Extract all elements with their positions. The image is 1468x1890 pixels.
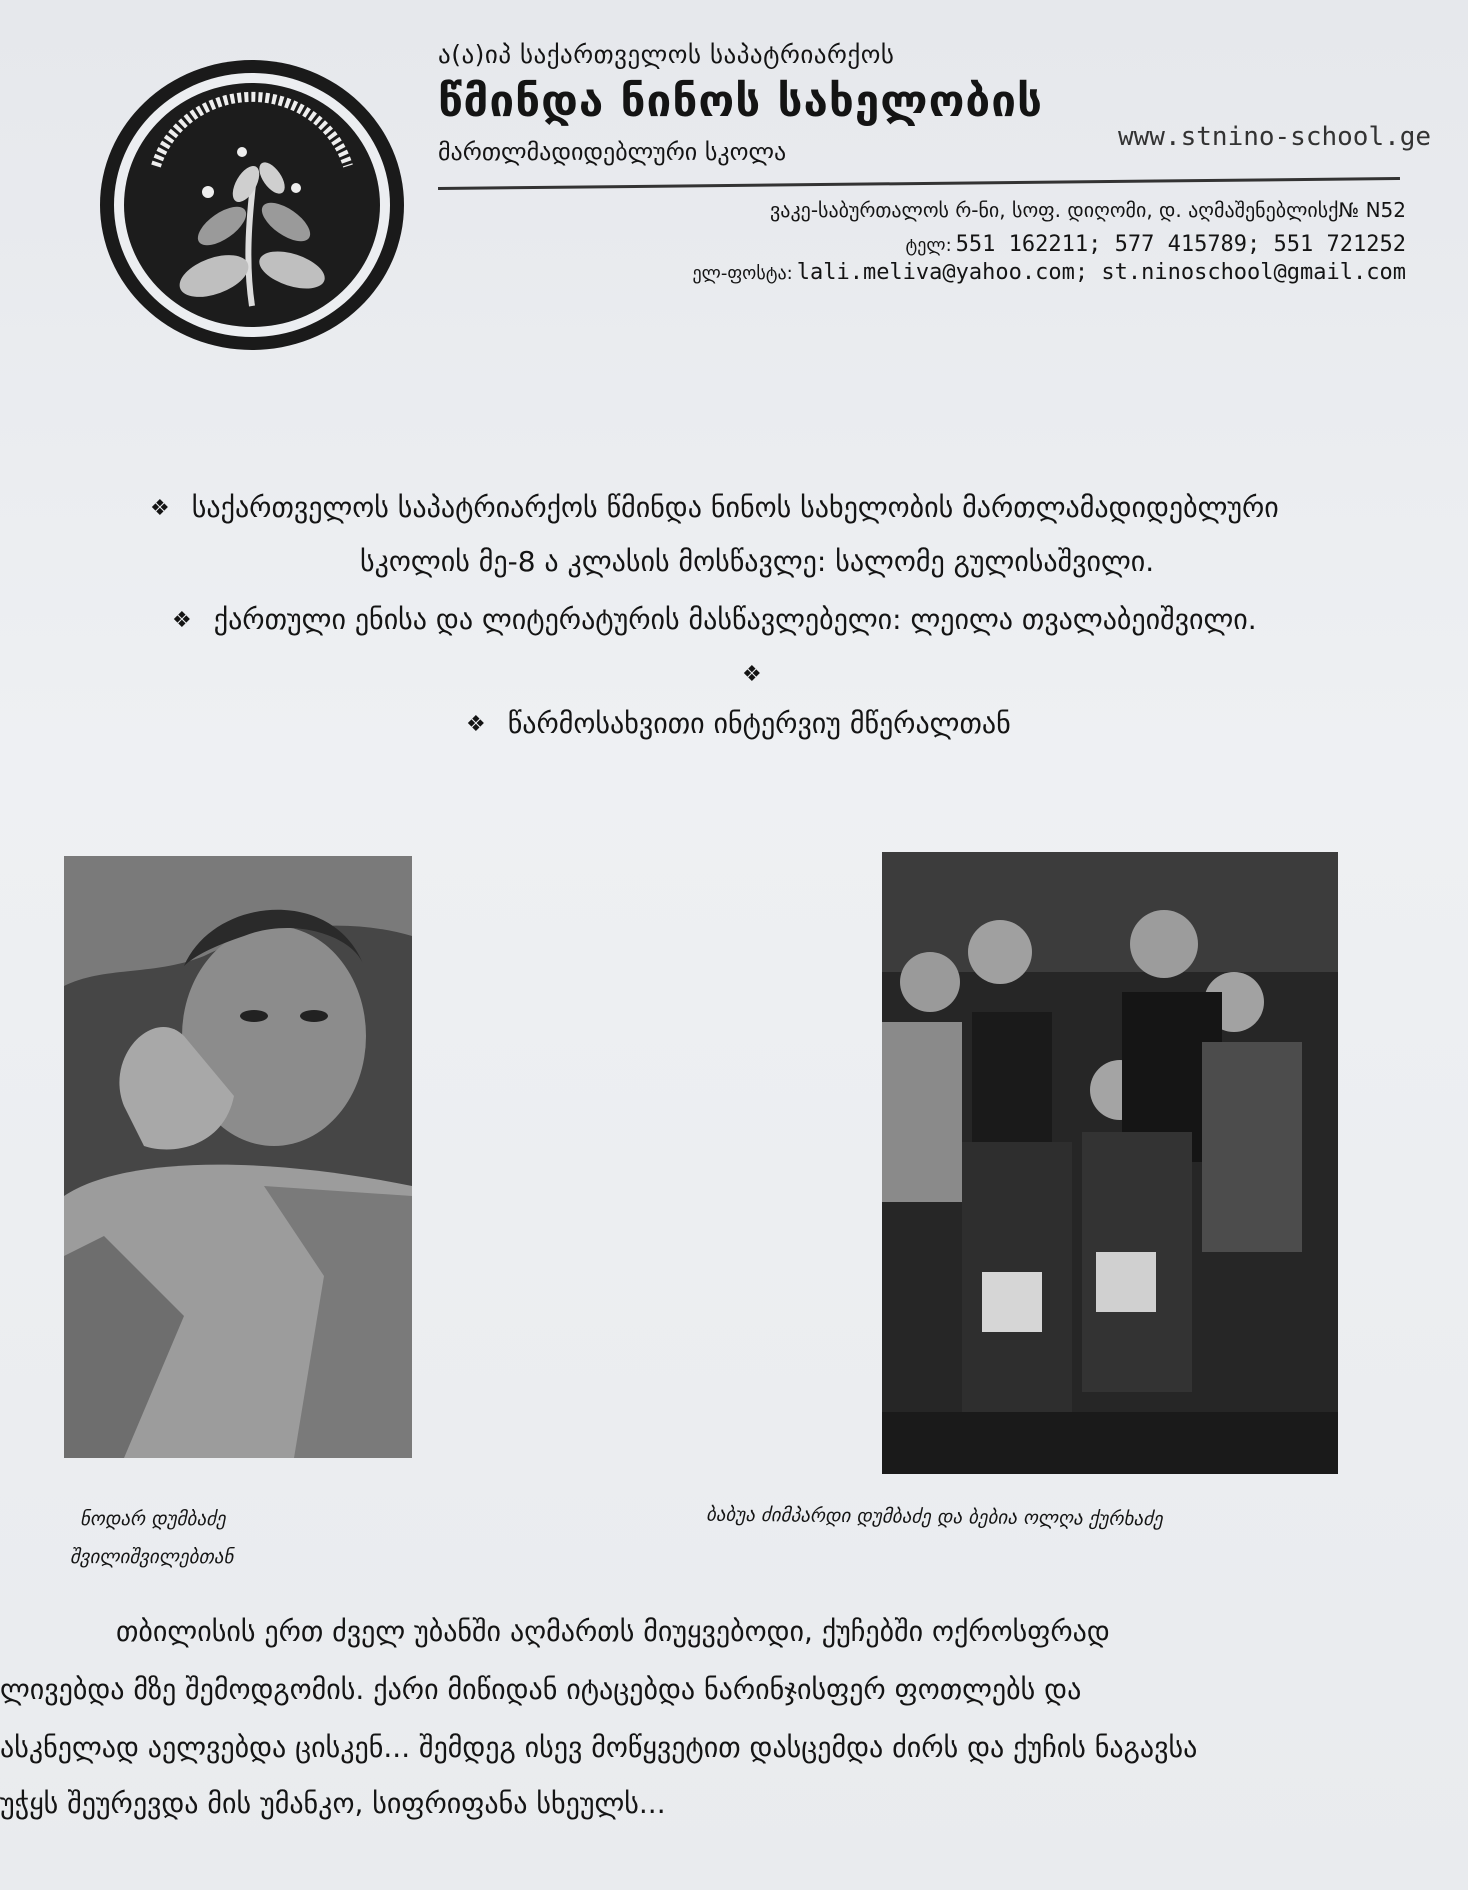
- school-name: წმინდა ნინოს სახელობის: [438, 76, 1043, 127]
- paragraph-line-2: ლივებდა მზე შემოდგომის. ქარი მიწიდან იტაცებდა ნარინჯისფერ ფოთლებს და: [0, 1673, 1082, 1706]
- website-link[interactable]: www.stnino-school.ge: [1118, 122, 1432, 152]
- interview-title: წარმოსახვითი ინტერვიუ მწერალთან: [507, 707, 1011, 740]
- bullet-student: [150, 484, 1410, 533]
- bullet-student-text-2: სკოლის მე-8 ა კლასის მოსწავლე: სალომე გულისაშვილი.: [360, 545, 1155, 578]
- header-divider: [438, 177, 1400, 190]
- email-label: ელ-ფოსტა:: [692, 263, 793, 284]
- paragraph-line-1: თბილისის ერთ ძველ უბანში აღმართს მიუყვებოდი, ქუჩებში ოქროსფრად: [116, 1615, 1110, 1648]
- family-photo: [882, 852, 1338, 1474]
- org-type-line: ა(ა)იპ საქართველოს საპატრიარქოს: [438, 40, 895, 69]
- phone-line: [906, 232, 1407, 257]
- diamond-bullet-icon: ❖: [466, 712, 486, 737]
- email-line: [693, 260, 1406, 285]
- paragraph-line-3: ასკნელად აელვებდა ცისკენ... შემდეგ ისევ მოწყვეტით დასცემდა ძირს და ქუჩის ნაგავსა: [0, 1731, 1198, 1764]
- address-line: ვაკე-საბურთალოს რ-ნი, სოფ. დიღომი, დ. აღმაშენებლისქ№ N52: [770, 198, 1406, 222]
- phone-label: ტელ:: [905, 235, 952, 256]
- diamond-bullet-icon: ❖: [150, 496, 170, 521]
- right-photo-caption: ბაბუა ძიმპარდი დუმბაძე და ბებია ოლღა ქურხაძე: [705, 1503, 1163, 1531]
- bullet-teacher: [172, 596, 1257, 645]
- bullet-teacher-text: ქართული ენისა და ლიტერატურის მასწავლებელი: ლეილა თვალაბეიშვილი.: [213, 603, 1257, 636]
- diamond-bullet-icon: ❖: [172, 608, 192, 633]
- phone-numbers: 551 162211; 577 415789; 551 721252: [955, 232, 1406, 257]
- email-addresses[interactable]: lali.meliva@yahoo.com; st.ninoschool@gmail.com: [796, 260, 1406, 285]
- left-photo-caption: [70, 1500, 233, 1576]
- diamond-bullet-icon: ❖: [742, 662, 762, 687]
- left-caption-line-1: ნოდარ დუმბაძე: [80, 1508, 226, 1530]
- school-subtitle: მართლმადიდებლური სკოლა: [438, 138, 787, 166]
- bullet-title: [466, 700, 1011, 749]
- bullet-empty: [742, 650, 784, 699]
- paragraph-line-4: უჭყს შეურევდა მის უმანკო, სიფრიფანა სხეულს...: [0, 1787, 666, 1820]
- writer-portrait-photo: [64, 856, 412, 1458]
- school-emblem-icon: [96, 56, 408, 354]
- bullet-student-text-1: საქართველოს საპატრიარქოს წმინდა ნინოს სახელობის მართლამადიდებლური: [191, 491, 1279, 524]
- left-caption-line-2: შვილიშვილებთან: [70, 1546, 234, 1568]
